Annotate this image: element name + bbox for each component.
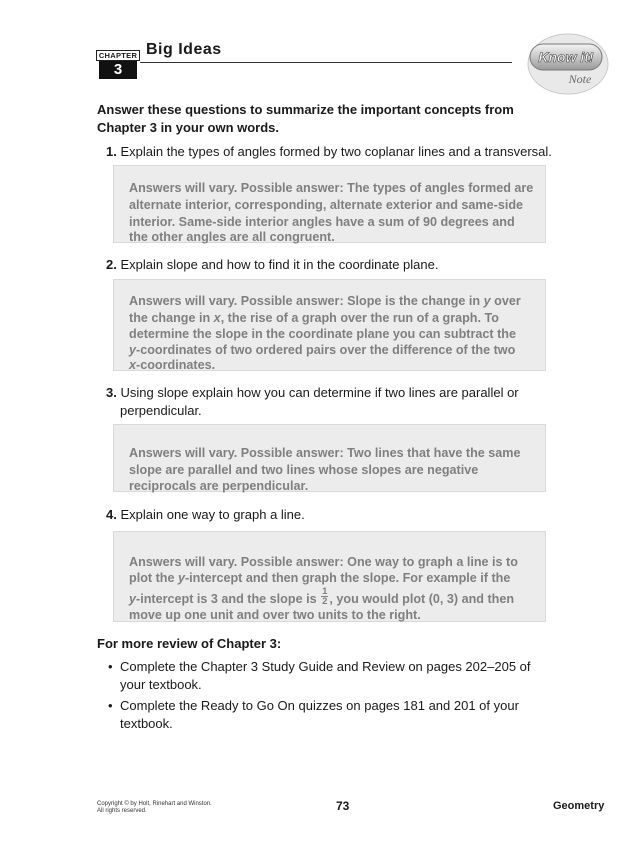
- logo-note-text: Note: [568, 72, 592, 86]
- page-number: 73: [336, 799, 350, 813]
- answer-line: Answers will vary. Possible answer: Two lines that have the same: [129, 446, 521, 460]
- answer-line: plot the y-intercept and then graph the slope. For example if the: [129, 571, 511, 585]
- know-it-note-logo: [518, 30, 610, 100]
- question-2: [106, 256, 438, 274]
- answer-line: the other angles are all congruent.: [129, 230, 335, 244]
- chapter-label: CHAPTER: [96, 50, 140, 61]
- answer-line: interior. Same-side interior angles have a sum of 90 degrees and: [129, 215, 515, 229]
- subject-label: Geometry: [553, 800, 605, 812]
- answer-line: Answers will vary. Possible answer: One way to graph a line is to: [129, 555, 518, 569]
- answer-line: reciprocals are perpendicular.: [129, 479, 309, 493]
- review-bullet: • Complete the Ready to Go On quizzes on pages 181 and 201 of your textbook.: [108, 698, 519, 731]
- answer-line: x-coordinates.: [129, 358, 216, 372]
- answer-line: y-intercept is 3 and the slope is $\frac{1}{2}$ , you would plot (0, 3) and then: [129, 586, 515, 608]
- answer-box-4: [113, 531, 546, 622]
- question-3: [106, 384, 519, 420]
- review-bullet: • Complete the Chapter 3 Study Guide and Review on pages 202–205 of your textbook.: [108, 659, 531, 692]
- answer-line: alternate interior, corresponding, alternate exterior and same-side: [129, 198, 524, 212]
- page-title: Big Ideas: [146, 41, 222, 58]
- logo-know-it-text: Know it!: [538, 49, 594, 65]
- answer-box-3: [113, 424, 546, 492]
- question-text: Explain slope and how to find it in the coordinate plane.: [120, 257, 439, 272]
- question-number: 3.: [106, 385, 117, 400]
- question-text: Explain one way to graph a line.: [120, 507, 305, 522]
- title-divider: [140, 62, 512, 63]
- copyright-notice: Copyright © by Holt, Rinehart and Winston. All rights reserved.: [97, 801, 212, 814]
- question-4: [106, 506, 305, 524]
- question-text-continued: perpendicular.: [120, 403, 202, 418]
- answer-box-1: [113, 165, 546, 243]
- question-text: Using slope explain how you can determine if two lines are parallel or: [120, 385, 519, 400]
- review-heading: For more review of Chapter 3:: [97, 636, 282, 651]
- question-text: Explain the types of angles formed by two coplanar lines and a transversal.: [120, 144, 552, 159]
- question-number: 1.: [106, 144, 117, 159]
- answer-line: slope are parallel and two lines whose slopes are negative: [129, 463, 479, 477]
- answer-box-2: [113, 279, 546, 371]
- answer-line: Answers will vary. Possible answer: The types of angles formed are: [129, 181, 534, 195]
- chapter-badge: [96, 50, 140, 79]
- question-number: 2.: [106, 257, 117, 272]
- answer-line: the change in x, the rise of a graph over the run of a graph. To: [129, 311, 499, 325]
- answer-line: y-coordinates of two ordered pairs over the difference of the two: [129, 343, 516, 357]
- bullet-icon: •: [108, 698, 113, 713]
- question-1: [106, 143, 552, 161]
- answer-line: determine the slope in the coordinate plane you can subtract the: [129, 327, 516, 341]
- question-number: 4.: [106, 507, 117, 522]
- intro-instructions: Answer these questions to summarize the important concepts from Chapter 3 in your own words.: [97, 102, 514, 135]
- chapter-number: 3: [99, 61, 137, 79]
- fraction-one-half: $\frac{1}{2}$: [322, 586, 328, 608]
- answer-line: Answers will vary. Possible answer: Slope is the change in y over: [129, 294, 521, 308]
- answer-line: move up one unit and over two units to the right.: [129, 608, 421, 622]
- bullet-icon: •: [108, 659, 113, 674]
